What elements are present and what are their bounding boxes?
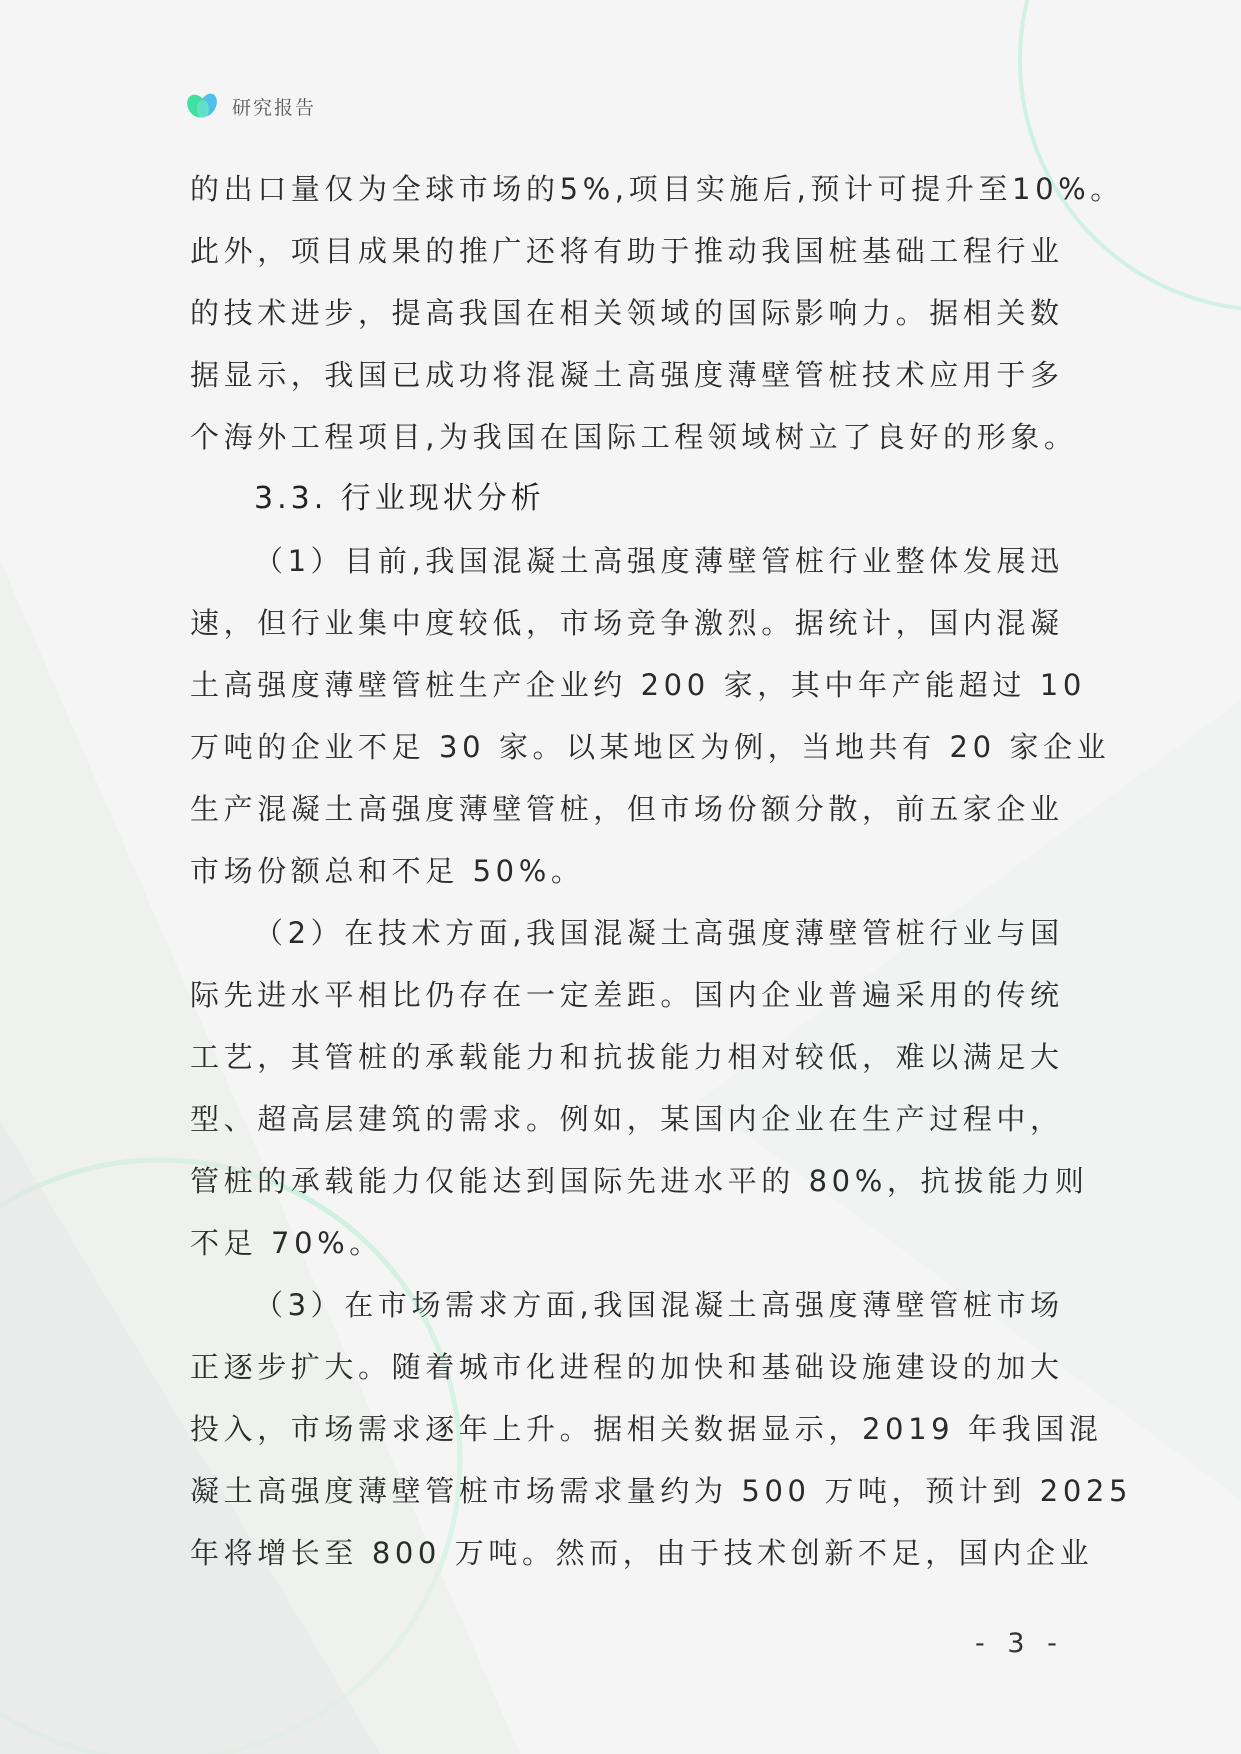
text-line: 正逐步扩大。随着城市化进程的加快和基础设施建设的加大 <box>190 1350 1064 1384</box>
text-line: 年将增长至 800 万吨。然而，由于技术创新不足，国内企业 <box>190 1536 1094 1570</box>
text-line: 的技术进步，提高我国在相关领域的国际影响力。据相关数 <box>190 296 1064 330</box>
section-heading: 3.3. 行业现状分析 <box>254 481 545 516</box>
text-line: （2）在技术方面,我国混凝土高强度薄壁管桩行业与国 <box>254 916 1064 950</box>
report-header <box>186 88 316 124</box>
text-line: 万吨的企业不足 30 家。以某地区为例，当地共有 20 家企业 <box>190 730 1111 764</box>
text-line: 管桩的承载能力仅能达到国际先进水平的 80%，抗拔能力则 <box>190 1164 1089 1198</box>
text-line: 土高强度薄壁管桩生产企业约 200 家，其中年产能超过 10 <box>190 668 1086 702</box>
text-line: 不足 70%。 <box>190 1226 383 1260</box>
text-line: 投入，市场需求逐年上升。据相关数据显示，2019 年我国混 <box>190 1412 1103 1446</box>
leaf-logo-icon <box>186 91 222 121</box>
text-line: 个海外工程项目,为我国在国际工程领域树立了良好的形象。 <box>190 420 1078 454</box>
header-title: 研究报告 <box>232 96 317 119</box>
text-line: 凝土高强度薄壁管桩市场需求量约为 500 万吨，预计到 2025 <box>190 1474 1133 1508</box>
page-number: - 3 - <box>975 1628 1064 1659</box>
text-line: 型、超高层建筑的需求。例如，某国内企业在生产过程中， <box>190 1102 1064 1136</box>
text-line: 生产混凝土高强度薄壁管桩，但市场份额分散，前五家企业 <box>190 792 1064 826</box>
text-line: 速，但行业集中度较低，市场竞争激烈。据统计，国内混凝 <box>190 606 1064 640</box>
text-line: （1）目前,我国混凝土高强度薄壁管桩行业整体发展迅 <box>254 544 1064 578</box>
text-line: 此外，项目成果的推广还将有助于推动我国桩基础工程行业 <box>190 234 1064 268</box>
text-line: （3）在市场需求方面,我国混凝土高强度薄壁管桩市场 <box>254 1288 1064 1322</box>
text-line: 据显示，我国已成功将混凝土高强度薄壁管桩技术应用于多 <box>190 358 1064 392</box>
text-line: 的出口量仅为全球市场的5%,项目实施后,预计可提升至10%。 <box>190 172 1124 206</box>
text-line: 市场份额总和不足 50%。 <box>190 854 585 888</box>
text-line: 际先进水平相比仍存在一定差距。国内企业普遍采用的传统 <box>190 978 1064 1012</box>
document-body <box>190 158 1140 1584</box>
text-line: 工艺，其管桩的承载能力和抗拔能力相对较低，难以满足大 <box>190 1040 1064 1074</box>
